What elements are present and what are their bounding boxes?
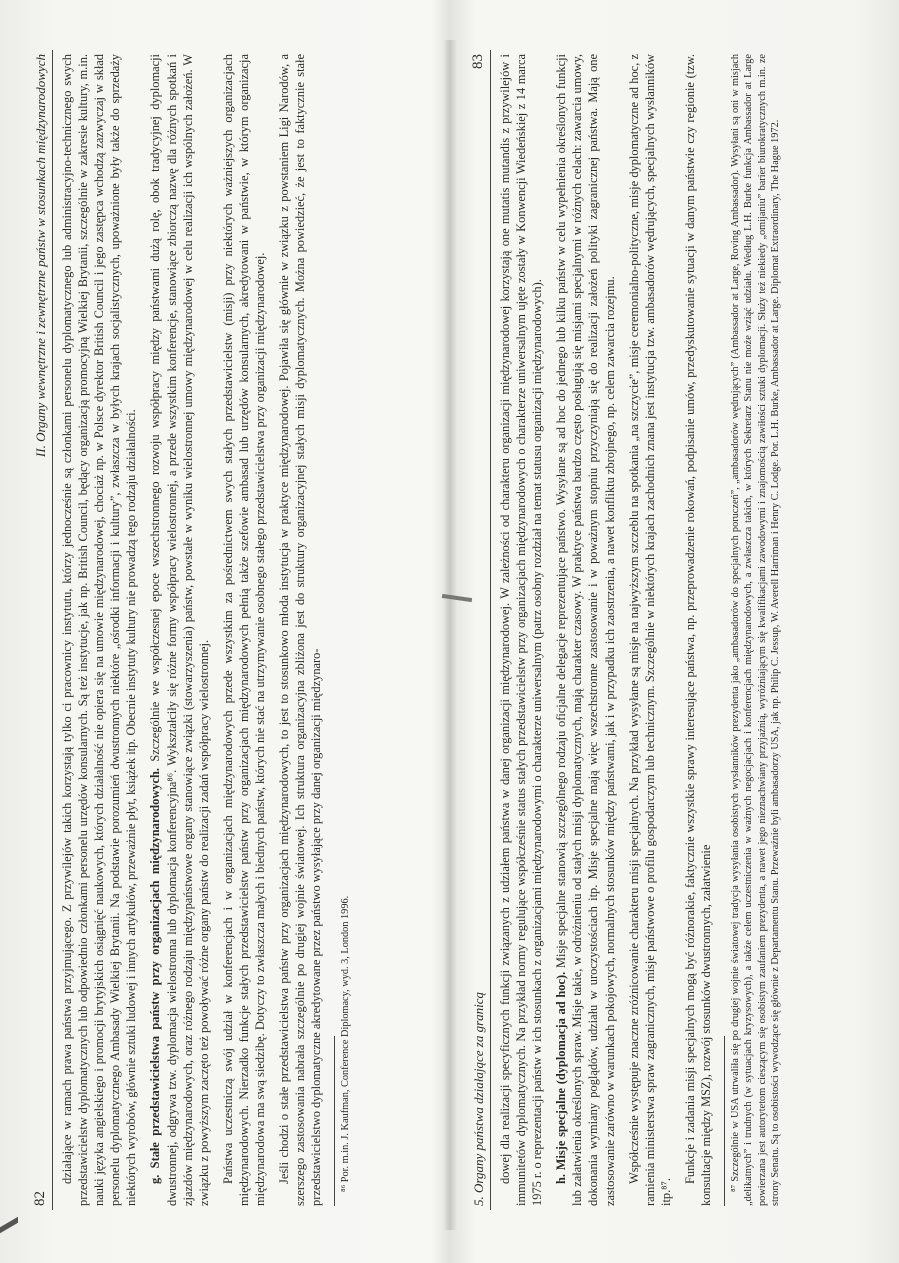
section-text: Misje specjalne stanowią szczególnego rodzaju oficjalne delegacje reprezentujące państwo. Wysyłane są ad hoc do jednego lub kilku państw w celu wypełnienia określonych funkcji lub załatwienia określonych spraw. Misje takie, w odróżnieniu od stałych misji dyplomatycznych, mają charakter czasowy. W praktyce państwa bardzo często posługują się misjami specjalnymi w różnych celach: zawarcia umowy, dokonania wymiany poglądów, udziału w uroczystościach itp. Misje specjalne mają więc wszechstronne zastosowanie i w poważnym stopniu przyczyniają się do realizacji założeń polityki zagranicznej państwa. Mają one zastosowanie zarówno w warunkach pokojowych, normalnych stosunków między państwami, jak i w przypadku ich zaostrzenia, a nawet konfliktu zbrojnego, np. celem zawarcia rozejmu.	[554, 54, 617, 1206]
footnote: ⁸⁷ Szczególnie w USA utrwaliła się po drugiej wojnie światowej tradycja wysyłania osobistych wysłanników prezydenta jako „ambasadorów do specjalnych poruczeń”, „ambasadorów wędrujących” (Ambassador at Large, Roving Ambassador). Wysyłani są oni w misjach „delikatnych” i trudnych (w sytuacjach kryzysowych), a także celem uczestniczenia w ważnych negocjacjach i konferencjach międzynarodowych, a zwłaszcza takich, w których Sekretarz Stanu nie może wziąć udziału. Według L.H. Burke funkcja Ambassador at Large powierzana jest autorytetom cieszącym się osobistym zaufaniem prezydenta, a nawet jego nieznachwiany przyjaźnią, wyróżniającym się kwalifikacjami zawodowymi i znajomością zawiłości sztuki dyplomacji. Służy też niekiedy „omijaniu” barier biurokratycznych m.in. ze strony Senatu. Są to osobistości wywodzące się głównie z Departamentu Stanu. Przewaźnie byli ambasadorzy USA, jak np. Philip C. Jessup, W. Averell Harriman i Henry C. Lodge. Por. L.H. Burke, Ambassador at Large. Diplomat Extraordinary, The Hague 1972.	[730, 54, 781, 1206]
section-g-paragraph	[147, 54, 211, 1206]
scan-edge-mark	[0, 1217, 18, 1233]
book-binding-shadow	[443, 40, 457, 1230]
page-header	[470, 50, 491, 1210]
body-paragraph: Państwa uczestniczą swój udział w konferencjach i w organizacjach międzynarodowych przede wszystkim za pośrednictwem swych stałych przedstawicielstw (misji) przy niektórych ważniejszych organizacjach międzynarodowych. Nierzadko funkcje stałych przedstawicielstw państw przy organizacjach międzynarodowych pełnią także szefowie ambasad lub urzędów konsularnych, akredytowani w państwie, w którym organizacja międzynarodowa ma swą siedzibę. Dotyczy to zwłaszcza małych i biednych państw, których nie stać na utrzymywanie osobnego stałego przedstawicielstwa przy organizacji międzynarodowej.	[220, 54, 268, 1206]
body-paragraph: Funkcje i zadania misji specjalnych mogą być różnorakie, faktycznie wszystkie sprawy interesujące państwa, np. przeprowadzenie rokowań, podpisanie umów, przedyskutowanie sytuacji w danym państwie czy regionie (tzw. konsultacje między MSZ), rozwój stosunków dwustronnych, załatwienie	[682, 54, 714, 1206]
section-heading: g. Stałe przedstawicielstwa państw przy organizacjach międzynarodowych.	[148, 767, 163, 1184]
page-number: 83	[470, 54, 486, 69]
footnote-rule	[334, 1036, 335, 1206]
body-paragraph: Jeśli chodzi o stałe przedstawicielstwa państw przy organizacjach międzynarodowych, to jest to stosunkowo młoda instytucja w praktyce międzynarodowej. Pojawiła się głównie w związku z powstaniem Ligi Narodów, a szerszego zastosowania nabrała szczególnie po drugiej wojnie światowej. Ich struktura organizacyjna zbliżona jest do struktury organizacyjnej stałych misji dyplomatycznych. Można powiedzieć, że jest to faktycznie stałe przedstawicielstwo dyplomatyczne akredytowane przez państwo wysyłające przy danej organizacji międzynaro-	[277, 54, 324, 1206]
page-82	[32, 50, 432, 1210]
footnote: ⁸⁶ Por. m.in. J. Kaufman, Conference Diplomacy, wyd. 3, London 1996.	[340, 895, 352, 1192]
page-header	[32, 50, 53, 1210]
page-83	[470, 50, 870, 1210]
body-paragraph: działające w ramach prawa państwa przyjmującego. Z przywilejów takich korzystają tylko ci pracownicy instytutu, którzy jednocześnie są członkami personelu dyplomatycznego lub administracyjno-technicznego swych przedstawicielstw dyplomatycznych lub odpowiednio członkami personelu urzędów konsularnych. Są też instytucje, jak np. British Council, będący organizacją promocyjną Wielkiej Brytanii, szczególnie w zakresie kultury, m.in. nauki języka angielskiego i promocji brytyjskich osiągnięć naukowych, których działalność nie opiera się na umowie międzynarodowej, chociaż np. w Polsce dyrektor British Council i jego zastępca wchodzą zazwyczaj w skład personelu dyplomatycznego Ambasady Wielkiej Brytanii. Na podstawie porozumień dwustronnych niektóre „ośrodki informacji i kultury”, zwłaszcza w byłych krajach socjalistycznych, upoważnione były także do sprzedaży niektórych wyrobów, głównie sztuki ludowej i innych artykułów, przeważnie płyt, książek itp. Obecnie instytuty kultury nie prowadzą tego rodzaju działalności.	[60, 54, 139, 1206]
body-paragraph: Współcześnie występuje znaczne zróżnicowanie charakteru misji specjalnych. Na przykład wysyłane są misje na najwyższym szczeblu na spotkania „na szczycie”, misje ceremonialno-polityczne, misje dyplomatyczne ad hoc, z ramienia ministerstwa spraw zagranicznych, misje państwowe o profilu gospodarczym lub technicznym. Szczególnie w niektórych krajach zachodnich znana jest instytucja tzw. ambasadorów wędrujących, specjalnych wysłanników itp.⁸⁷.	[626, 54, 673, 1206]
page-number: 82	[32, 1191, 48, 1206]
running-title: 5. Organy państwa działające za granicą	[471, 991, 486, 1206]
section-text: Szczególnie we współczesnej epoce wszechstronnego rozwoju współpracy między państwami dużą rolę, obok tradycyjnej dyplomacji dwustronnej, odgrywa tzw. dyplomacja wielostronna lub dyplomacja konferencyjna⁸⁶. Wykształciły się różne formy współpracy wielostronnej, a przede wszystkim konferencje, stanowiące zbiorczą nazwę dla różnych spotkań i zjazdów międzynarodowych, oraz różnego rodzaju międzypaństwowe organy stanowiące związki (stowarzyszenia) państw, powstałe w wyniku wielostronnej umowy międzynarodowej w celu realizacji ich wspólnych założeń. W związku z powyższym zaczęto też powoływać różne organy państw do realizacji zadań współpracy wielostronnej.	[148, 53, 211, 1206]
body-paragraph: dowej dla realizacji specyficznych funkcji związanych z udziałem państwa w danej organizacji międzynarodowej. W zależności od charakteru organizacji międzynarodowej korzystają one mutatis mutandis z przywilejów i immunitetów dyplomatycznych. Na przykład normy regulujące współcześnie status stałych przedstawicielstw przy organizacjach międzynarodowych o charakterze uniwersalnym ujęte zostały w Konwencji Wiedeńskiej z 14 marca 1975 r. o reprezentacji państw w ich stosunkach z organizacjami międzynarodowymi o charakterze uniwersalnym (patrz osobny rozdział na temat statusu organizacji międzynarodowych).	[498, 54, 545, 1206]
running-title: II. Organy wewnętrzne i zewnętrzne państw w stosunkach międzynarodowych	[33, 54, 48, 458]
section-h-paragraph	[553, 54, 617, 1206]
page-body	[59, 50, 324, 1210]
section-heading: h. Misje specjalne (dyplomacja ad hoc).	[554, 971, 569, 1184]
footnote-rule	[724, 1036, 725, 1206]
page-body	[497, 50, 714, 1210]
